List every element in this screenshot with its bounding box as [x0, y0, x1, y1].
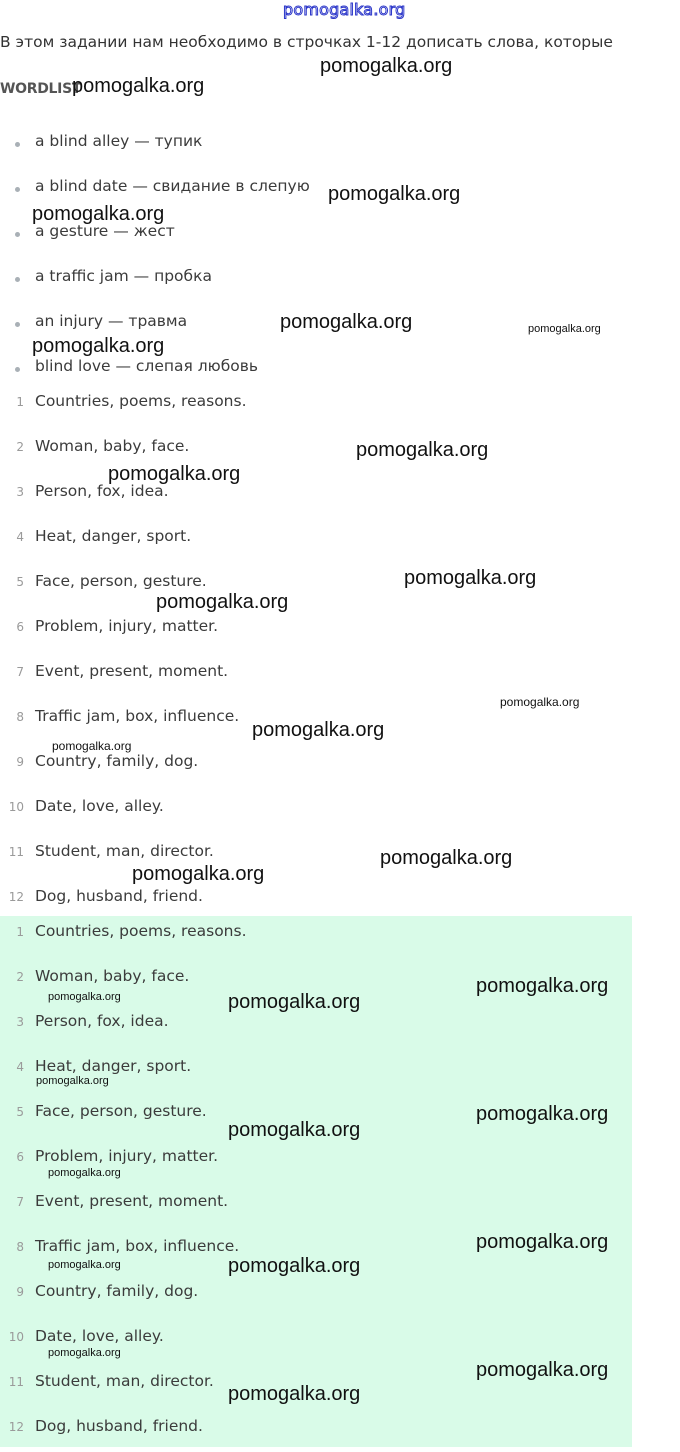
row-text: Student, man, director. — [35, 842, 214, 860]
question-row — [0, 607, 632, 652]
row-number: 7 — [16, 665, 24, 679]
watermark: pomogalka.org — [36, 1075, 109, 1087]
watermark: pomogalka.org — [228, 1255, 361, 1277]
row-text: Countries, poems, reasons. — [35, 392, 247, 410]
list-item-text: a traffic jam — пробка — [35, 267, 212, 285]
watermark: pomogalka.org — [476, 1359, 609, 1381]
watermark: pomogalka.org — [52, 739, 132, 753]
row-number: 9 — [16, 755, 24, 769]
watermark: pomogalka.org — [528, 323, 601, 335]
row-text: Person, fox, idea. — [35, 482, 169, 500]
bullet-icon — [15, 367, 20, 372]
watermark: pomogalka.org — [404, 567, 537, 589]
bullet-icon — [15, 187, 20, 192]
list-item-text: blind love — слепая любовь — [35, 357, 259, 375]
top-watermark: pomogalka.org — [283, 0, 406, 19]
row-text: Heat, danger, sport. — [35, 527, 192, 545]
list-item-text: a blind date — свидание в слепую — [35, 177, 310, 195]
watermark: pomogalka.org — [132, 863, 265, 885]
list-item-text: a gesture — жест — [35, 222, 175, 240]
watermark: pomogalka.org — [228, 1119, 361, 1141]
row-number: 12 — [8, 1420, 24, 1434]
watermark: pomogalka.org — [476, 975, 609, 997]
answer-row — [0, 1272, 632, 1317]
row-text: Country, family, dog. — [35, 752, 199, 770]
row-text: Woman, baby, face. — [35, 437, 190, 455]
question-row — [0, 787, 632, 832]
watermark: pomogalka.org — [72, 75, 205, 97]
row-number: 5 — [16, 575, 24, 589]
watermark: pomogalka.org — [32, 203, 165, 225]
row-number: 9 — [16, 1285, 24, 1299]
row-number: 3 — [16, 1015, 24, 1029]
row-number: 6 — [16, 1150, 24, 1164]
row-text: Traffic jam, box, influence. — [35, 1237, 240, 1255]
row-number: 2 — [16, 970, 24, 984]
row-number: 10 — [8, 800, 24, 814]
question-row — [0, 652, 632, 697]
watermark: pomogalka.org — [476, 1231, 609, 1253]
list-item-text: an injury — травма — [35, 312, 188, 330]
row-text: Problem, injury, matter. — [35, 1147, 219, 1165]
bullet-icon — [15, 277, 20, 282]
watermark: pomogalka.org — [48, 1167, 121, 1179]
watermark: pomogalka.org — [48, 991, 121, 1003]
answer-row — [0, 1407, 632, 1452]
row-number: 12 — [8, 890, 24, 904]
list-item — [0, 122, 632, 167]
row-text: Person, fox, idea. — [35, 1012, 169, 1030]
row-number: 7 — [16, 1195, 24, 1209]
watermark: pomogalka.org — [328, 183, 461, 205]
row-number: 8 — [16, 710, 24, 724]
question-row — [0, 832, 632, 877]
row-text: Face, person, gesture. — [35, 572, 207, 590]
row-text: Student, man, director. — [35, 1372, 214, 1390]
question-row — [0, 427, 632, 472]
row-number: 11 — [8, 845, 24, 859]
watermark: pomogalka.org — [320, 55, 453, 77]
watermark: pomogalka.org — [32, 335, 165, 357]
question-row — [0, 382, 632, 427]
row-text: Heat, danger, sport. — [35, 1057, 192, 1075]
question-row — [0, 562, 632, 607]
answer-row — [0, 912, 632, 957]
watermark: pomogalka.org — [228, 1383, 361, 1405]
watermark: pomogalka.org — [156, 591, 289, 613]
row-number: 11 — [8, 1375, 24, 1389]
bullet-icon — [15, 322, 20, 327]
question-row — [0, 517, 632, 562]
row-number: 10 — [8, 1330, 24, 1344]
row-text: Event, present, moment. — [35, 662, 229, 680]
row-text: Countries, poems, reasons. — [35, 922, 247, 940]
row-number: 4 — [16, 530, 24, 544]
list-item — [0, 257, 632, 302]
row-number: 4 — [16, 1060, 24, 1074]
row-text: Problem, injury, matter. — [35, 617, 219, 635]
watermark: pomogalka.org — [280, 311, 413, 333]
intro-text: В этом задании нам необходимо в строчках 1-12 дописать слова, которые — [0, 33, 613, 51]
row-text: Traffic jam, box, influence. — [35, 707, 240, 725]
row-text: Date, love, alley. — [35, 797, 164, 815]
row-text: Country, family, dog. — [35, 1282, 199, 1300]
row-number: 2 — [16, 440, 24, 454]
watermark: pomogalka.org — [476, 1103, 609, 1125]
row-text: Date, love, alley. — [35, 1327, 164, 1345]
row-text: Dog, husband, friend. — [35, 1417, 203, 1435]
list-item-text: a blind alley — тупик — [35, 132, 203, 150]
row-text: Dog, husband, friend. — [35, 887, 203, 905]
row-number: 1 — [16, 925, 24, 939]
row-text: Woman, baby, face. — [35, 967, 190, 985]
row-number: 8 — [16, 1240, 24, 1254]
wordlist-title: WORDLIST — [0, 81, 82, 97]
bullet-icon — [15, 232, 20, 237]
row-number: 3 — [16, 485, 24, 499]
watermark: pomogalka.org — [108, 463, 241, 485]
question-row — [0, 472, 632, 517]
watermark: pomogalka.org — [380, 847, 513, 869]
watermark: pomogalka.org — [356, 439, 489, 461]
row-number: 5 — [16, 1105, 24, 1119]
watermark: pomogalka.org — [48, 1347, 121, 1359]
watermark: pomogalka.org — [500, 695, 580, 709]
watermark: pomogalka.org — [252, 719, 385, 741]
row-text: Face, person, gesture. — [35, 1102, 207, 1120]
answer-row — [0, 1182, 632, 1227]
watermark: pomogalka.org — [228, 991, 361, 1013]
row-number: 6 — [16, 620, 24, 634]
row-text: Event, present, moment. — [35, 1192, 229, 1210]
bullet-icon — [15, 142, 20, 147]
watermark: pomogalka.org — [48, 1259, 121, 1271]
row-number: 1 — [16, 395, 24, 409]
